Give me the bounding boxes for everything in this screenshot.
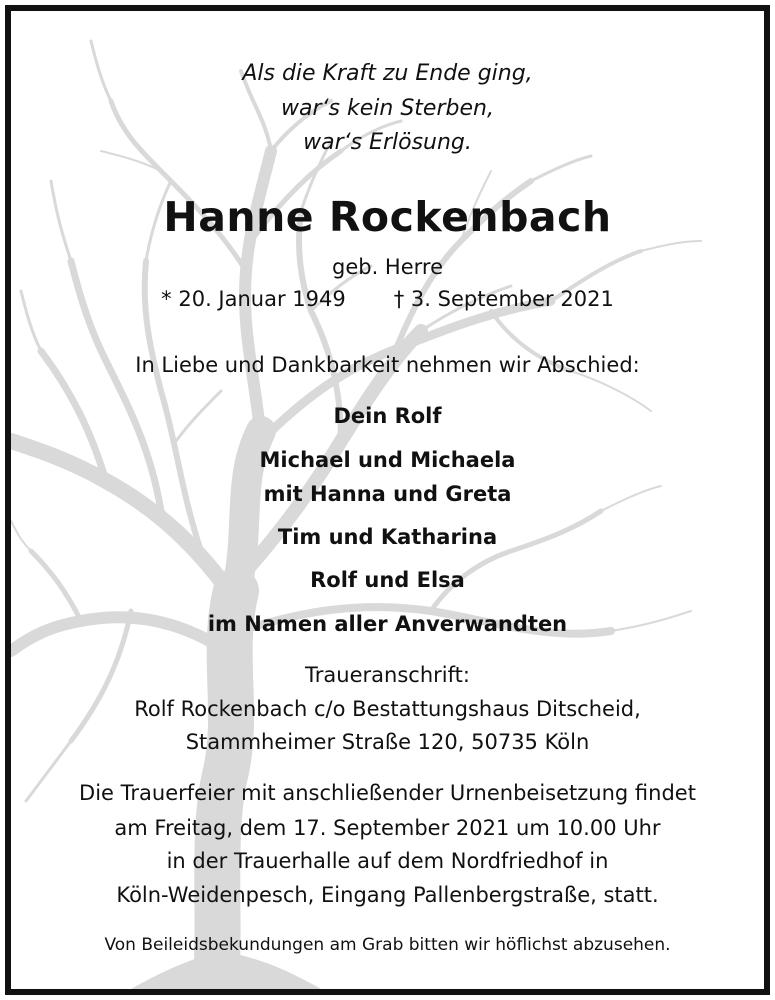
address-line-1: Rolf Rockenbach c/o Bestattungshaus Ditscheid, (134, 697, 641, 721)
ceremony-line-1: Die Trauerfeier mit anschließender Urnenbeisetzung findet (79, 781, 696, 805)
farewell-text: In Liebe und Dankbarkeit nehmen wir Abschied: (135, 353, 640, 377)
ceremony-line-3: in der Trauerhalle auf dem Nordfriedhof in (166, 849, 609, 873)
ceremony-line-4: Köln-Weidenpesch, Eingang Pallenbergstraße, statt. (116, 883, 659, 907)
family-line-5: Rolf und Elsa (310, 568, 465, 592)
family-line-3: mit Hanna und Greta (263, 482, 512, 506)
maiden-name: geb. Herre (332, 255, 443, 279)
motto-line-3: war‘s Erlösung. (303, 130, 472, 155)
condolence-note: Von Beileidsbekundungen am Grab bitten wir höflichst abzusehen. (104, 935, 671, 955)
address-line-2: Stammheimer Straße 120, 50735 Köln (185, 730, 590, 754)
family-line-1: Dein Rolf (333, 404, 442, 428)
address-label: Traueranschrift: (305, 663, 470, 687)
motto-line-2: war‘s kein Sterben, (281, 96, 494, 121)
birth-date: * 20. Januar 1949 (161, 287, 346, 311)
family-line-6: im Namen aller Anverwandten (207, 612, 568, 636)
obituary-frame (5, 5, 770, 995)
ceremony-line-2: am Freitag, dem 17. September 2021 um 10.00 Uhr (114, 816, 661, 840)
motto-line-1: Als die Kraft zu Ende ging, (242, 61, 533, 86)
death-date: † 3. September 2021 (393, 287, 614, 311)
family-line-2: Michael und Michaela (259, 448, 516, 472)
deceased-name: Hanne Rockenbach (163, 193, 612, 241)
family-line-4: Tim und Katharina (277, 525, 498, 549)
obituary-content (11, 11, 764, 989)
life-dates (11, 287, 764, 311)
